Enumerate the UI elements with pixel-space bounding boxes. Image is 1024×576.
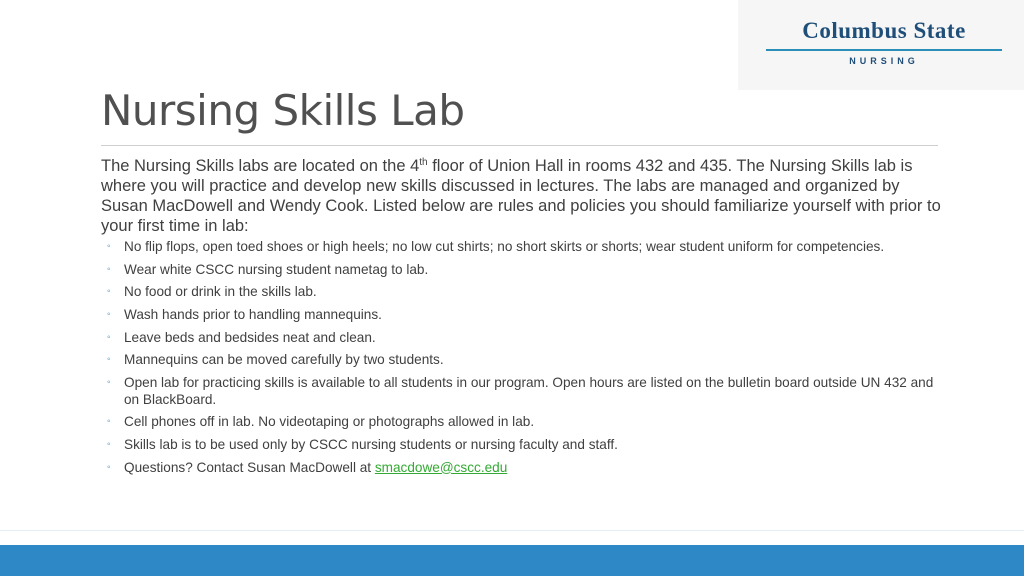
rule-item bbox=[107, 284, 941, 301]
intro-paragraph bbox=[101, 156, 941, 236]
intro-text-start: The Nursing Skills labs are located on the 4 bbox=[101, 157, 420, 175]
bullet-icon: ◦ bbox=[107, 241, 111, 252]
bullet-icon: ◦ bbox=[107, 354, 111, 366]
logo-divider bbox=[766, 49, 1002, 51]
rule-text: Open lab for practicing skills is available to all students in our program. Open hours are listed on the bulletin board outside UN 432 and on BlackBoard. bbox=[124, 375, 934, 407]
rule-text: Cell phones off in lab. No videotaping or photographs allowed in lab. bbox=[124, 414, 535, 430]
slide-body bbox=[101, 156, 941, 482]
title-divider bbox=[101, 145, 938, 146]
rule-text: No flip flops, open toed shoes or high heels; no low cut shirts; no short skirts or shorts; wear student uniform for competencies. bbox=[124, 239, 885, 254]
rule-text: Skills lab is to be used only by CSCC nursing students or nursing faculty and staff. bbox=[124, 437, 618, 452]
contact-email-link[interactable]: smacdowe@cscc.edu bbox=[374, 459, 508, 475]
contact-item bbox=[107, 459, 941, 477]
rule-text: Leave beds and bedsides neat and clean. bbox=[124, 329, 376, 345]
rule-text: Wear white CSCC nursing student nametag to lab. bbox=[124, 261, 429, 277]
slide-title: Nursing Skills Lab bbox=[101, 86, 465, 135]
rule-item bbox=[107, 261, 941, 279]
rule-item bbox=[107, 375, 941, 408]
logo-wordmark: Columbus State bbox=[802, 18, 966, 43]
footer-accent-band bbox=[0, 530, 1024, 544]
bullet-icon: ◦ bbox=[107, 309, 111, 321]
intro-superscript: th bbox=[419, 157, 428, 168]
columbus-state-logo bbox=[738, 0, 1024, 90]
rule-item bbox=[107, 329, 941, 347]
bullet-icon: ◦ bbox=[107, 416, 111, 428]
intro-text-end: floor of Union Hall in rooms 432 and 435. The Nursing Skills lab is where you will practice and develop new skills discussed in lectures. The labs are managed and organized by Susan MacDowell and Wendy Cook. Listed below are rules and policies you should familiarize yourself with prior to your first time in lab: bbox=[101, 157, 941, 235]
bullet-icon: ◦ bbox=[107, 439, 111, 450]
rule-item bbox=[107, 352, 941, 369]
rule-item bbox=[107, 307, 941, 324]
bullet-icon: ◦ bbox=[107, 377, 111, 389]
rule-text: Mannequins can be moved carefully by two students. bbox=[124, 352, 444, 368]
rule-item bbox=[107, 437, 941, 454]
rule-text: No food or drink in the skills lab. bbox=[124, 284, 317, 300]
bullet-icon: ◦ bbox=[107, 331, 111, 343]
contact-text: Questions? Contact Susan MacDowell at bbox=[124, 459, 375, 475]
rule-item bbox=[107, 239, 941, 256]
footer-bar bbox=[0, 545, 1024, 576]
rules-list bbox=[101, 239, 941, 476]
rule-text: Wash hands prior to handling mannequins. bbox=[124, 307, 382, 323]
bullet-icon: ◦ bbox=[107, 461, 111, 473]
rule-item bbox=[107, 414, 941, 431]
logo-subtitle: NURSING bbox=[849, 56, 919, 66]
bullet-icon: ◦ bbox=[107, 286, 111, 298]
bullet-icon: ◦ bbox=[107, 263, 111, 275]
